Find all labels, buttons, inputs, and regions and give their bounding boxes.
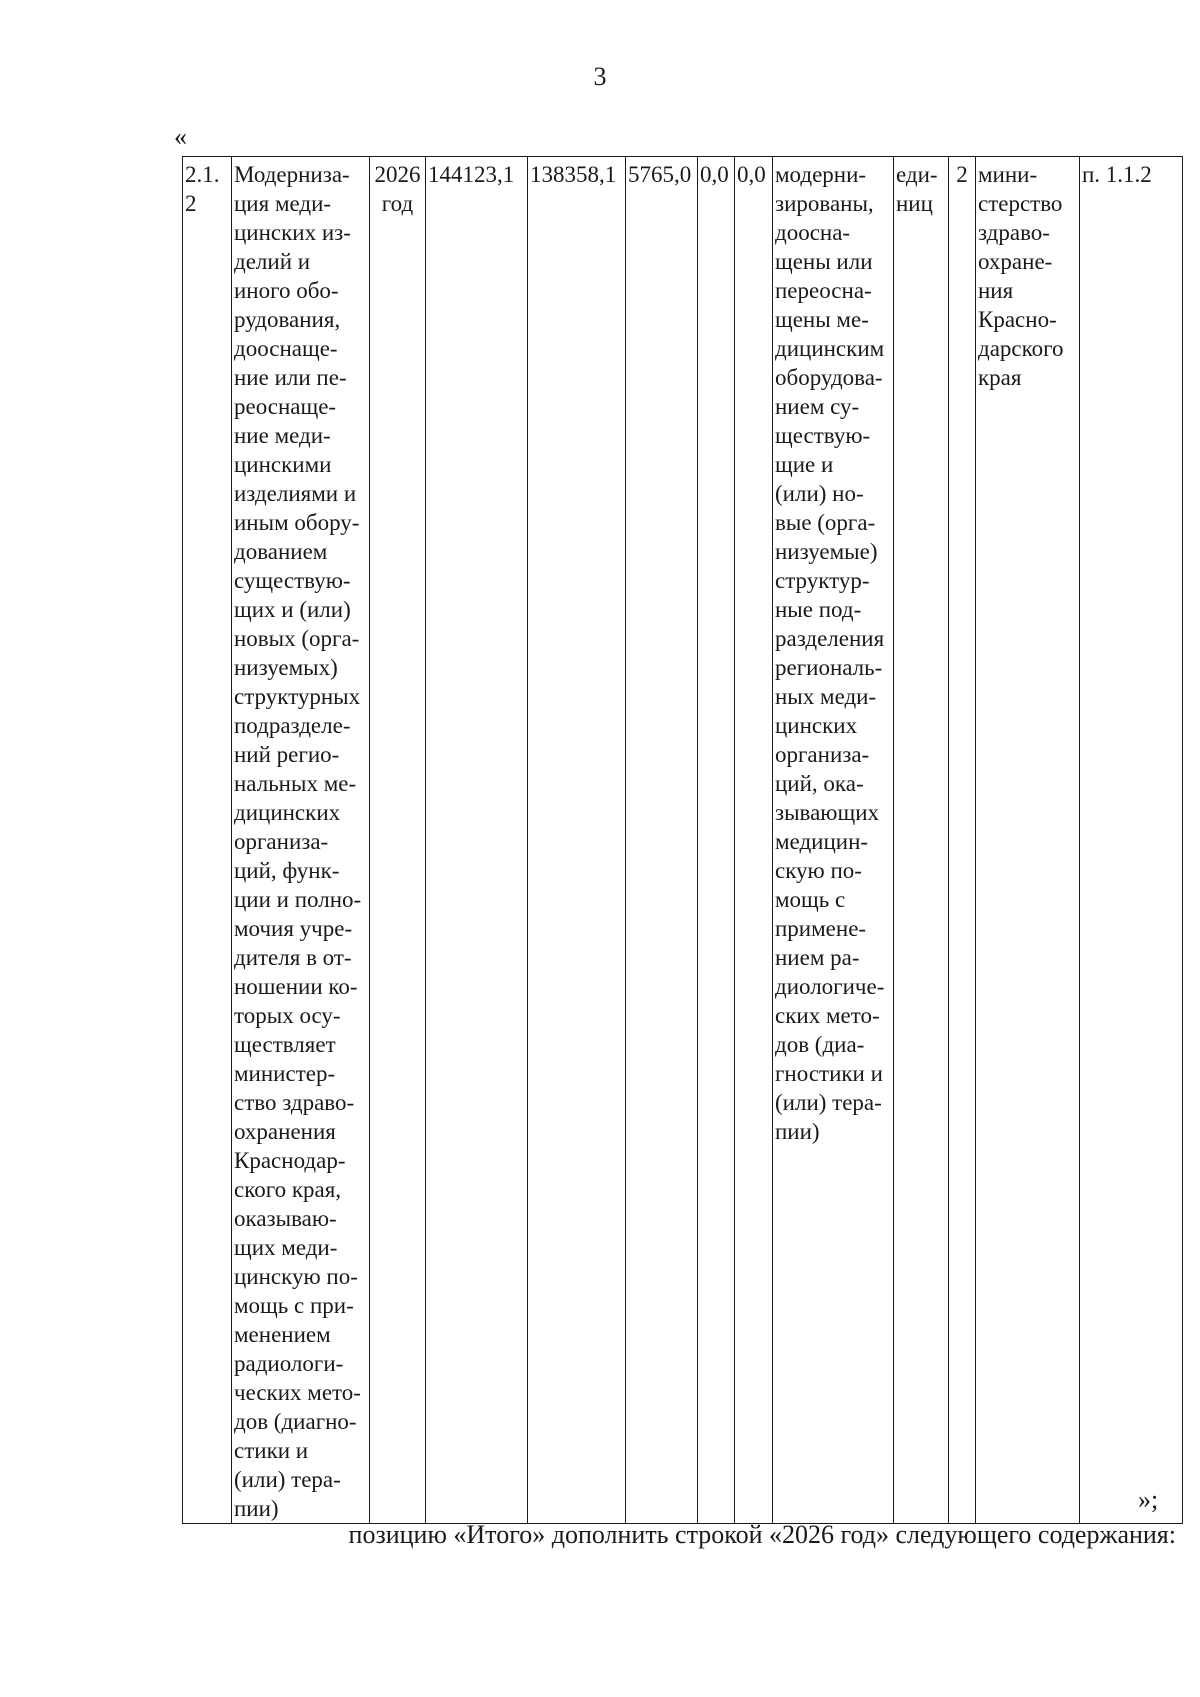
result-description-cell [773,157,894,1524]
cell-text-line: торых осу- [234,1003,341,1028]
cell-text-line: ществую- [775,423,871,448]
item-number-cell: 2.1.2 [183,157,232,1524]
cell-text-line: щие и [775,452,834,477]
cell-text-line: дованием [234,539,328,564]
cell-text-line: дов (диагно- [234,1409,357,1434]
cell-text-line: нальных ме- [234,771,357,796]
executor-cell [976,157,1080,1524]
cell-text-line: ского края, [234,1177,342,1202]
amendment-instruction-text: позицию «Итого» дополнить строкой «2026 год» следующего содержания: [348,1520,1176,1549]
cell-text-line: цинских [775,713,858,738]
cell-text-line: края [978,365,1022,390]
cell-text-line: мощь с [775,887,846,912]
cell-text-line: (или) тера- [234,1467,341,1492]
cell-text-line: пии) [775,1119,820,1144]
cell-text-line: мочия учре- [234,916,353,941]
cell-text-line: изделиями и [234,481,357,506]
cell-text-line: щены или [775,249,873,274]
cell-text-line: структурных [234,684,361,709]
cell-text-line: ских мето- [775,1003,880,1028]
cell-text-line: рудования, [234,307,341,332]
cell-text-line: ческих мето- [234,1380,361,1405]
other-funding-cell: 0,0 [735,157,773,1524]
cell-text-line: ношении ко- [234,974,358,999]
cell-text-line: щих меди- [234,1235,338,1260]
cell-text-line: ниц [896,191,933,216]
total-funding-cell: 144123,1 [426,157,528,1524]
table-row [183,157,1183,1524]
cell-text-line: охране- [978,249,1053,274]
year-cell [370,157,426,1524]
cell-text-line: ние меди- [234,423,331,448]
cell-text-line: ций, ока- [775,771,864,796]
cell-text-line: модерни- [775,162,867,187]
cell-text-line: Модерниза- [234,162,350,187]
cell-text-line: Красно- [978,307,1057,332]
cell-text-line: диологиче- [775,974,885,999]
cell-text-line: структур- [775,568,870,593]
cell-text-line: пии) [234,1496,279,1521]
federal-funding-cell: 138358,1 [528,157,626,1524]
cell-text-line: охранения [234,1119,336,1144]
cell-text-line: зывающих [775,800,880,825]
cell-text-line: медицин- [775,829,869,854]
cell-text-line: организа- [234,829,329,854]
cell-text-line: радиологи- [234,1351,344,1376]
cell-text-line: ных меди- [775,684,877,709]
cell-text-line: ции и полно- [234,887,362,912]
cell-text-line: дооcна- [775,220,851,245]
cell-text-line: щих и (или) [234,597,351,622]
opening-quote-mark: « [174,122,187,151]
cell-text-line: дицинских [234,800,341,825]
cell-text-line: 2026 [374,162,421,187]
cell-text-line: иным обору- [234,510,360,535]
cell-text-line: министер- [234,1061,336,1086]
cell-text-line: ния [978,278,1014,303]
cell-text-line: нием су- [775,394,860,419]
cell-text-line: разделения [775,626,885,651]
local-funding-cell: 0,0 [698,157,735,1524]
cell-text-line: организа- [775,742,870,767]
cell-text-line: дов (диа- [775,1032,865,1057]
cell-text-line: новых (орга- [234,626,360,651]
cell-text-line: менением [234,1322,331,1347]
cell-text-line: еди- [896,162,938,187]
cell-text-line: вые (орга- [775,510,876,535]
cell-text-line: мощь с при- [234,1293,354,1318]
cell-text-line: ство здраво- [234,1090,355,1115]
cell-text-line: щены ме- [775,307,869,332]
reference-cell: п. 1.1.2 [1080,157,1183,1524]
cell-text-line: оборудова- [775,365,883,390]
closing-quote-mark: »; [1138,1485,1159,1514]
cell-text-line: ществляет [234,1032,336,1057]
cell-text-line: дарского [978,336,1064,361]
unit-cell [894,157,949,1524]
cell-text-line: низуемые) [775,539,878,564]
item-name-cell [232,157,370,1524]
value-cell: 2 [949,157,976,1524]
cell-text-line: примене- [775,916,867,941]
cell-text-line: гностики и [775,1061,883,1086]
cell-text-line: скую по- [775,858,862,883]
cell-text-line: зированы, [775,191,874,216]
amendment-table [182,156,1183,1524]
cell-text-line: (или) но- [775,481,864,506]
cell-text-line: дооснаще- [234,336,338,361]
cell-text-line: ные под- [775,597,862,622]
cell-text-line: делий и [234,249,311,274]
cell-text-line: мини- [978,162,1038,187]
cell-text-line: дицинским [775,336,885,361]
cell-text-line: цинскими [234,452,332,477]
cell-text-line: стерство [978,191,1063,216]
regional-funding-cell: 5765,0 [626,157,698,1524]
cell-text-line: стики и [234,1438,309,1463]
cell-text-line: цинскую по- [234,1264,358,1289]
cell-text-line: ний регио- [234,742,340,767]
cell-text-line: реоснаще- [234,394,337,419]
page-number: 3 [593,62,607,91]
cell-text-line: здраво- [978,220,1050,245]
cell-text-line: ние или пе- [234,365,347,390]
cell-text-line: ция меди- [234,191,332,216]
cell-text-line: (или) тера- [775,1090,882,1115]
cell-text-line: дителя в от- [234,945,352,970]
cell-text-line: ций, функ- [234,858,340,883]
cell-text-line: цинских из- [234,220,351,245]
cell-text-line: иного обо- [234,278,339,303]
cell-text-line: существую- [234,568,351,593]
cell-text-line: оказываю- [234,1206,337,1231]
cell-text-line: региональ- [775,655,883,680]
cell-text-line: год [381,191,414,216]
cell-text-line: переосна- [775,278,872,303]
cell-text-line: Краснодар- [234,1148,346,1173]
cell-text-line: нием ра- [775,945,860,970]
cell-text-line: низуемых) [234,655,338,680]
cell-text-line: подразделе- [234,713,351,738]
